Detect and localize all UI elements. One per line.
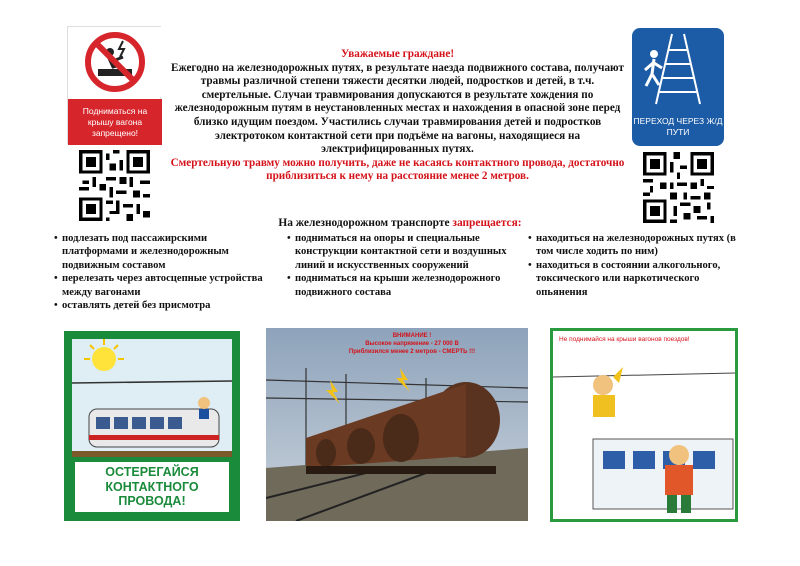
contact-wire-poster	[64, 331, 240, 521]
qr-code-left[interactable]	[79, 150, 150, 221]
rule-item: • подлезать под пассажирскими платформами и железнодорожным подвижным составом	[54, 232, 264, 272]
rule-item: • подниматься на крыши железнодорожного подвижного состава	[287, 272, 512, 299]
notice-greeting: Уважаемые граждане!	[340, 48, 455, 60]
prohibited-lead: На железнодорожном транспорте	[278, 217, 453, 229]
crossing-label: ПЕРЕХОД ЧЕРЕЗ Ж/Д ПУТИ	[633, 116, 723, 137]
rule-item: • находиться в состоянии алкогольного, токсического или наркотического опьянения	[528, 259, 743, 299]
rules-column-3	[528, 232, 743, 299]
qr-code-right[interactable]	[643, 152, 714, 223]
pedestrian-crossing-icon	[632, 28, 724, 108]
rule-item: • подниматься на опоры и специальные конструкции контактной сети и воздушных линий и искусственных сооружений	[287, 232, 512, 272]
rule-item: • оставлять детей без присмотра	[54, 299, 264, 312]
warning-title: ВНИМАНИЕ !	[392, 333, 432, 339]
roof-climbing-illustration	[553, 347, 735, 519]
rule-item: • находиться на железнодорожных путях (в том числе ходить по ним)	[528, 232, 743, 259]
no-climbing-sign	[67, 26, 161, 144]
poster-caption: ОСТЕРЕГАЙСЯ КОНТАКТНОГО ПРОВОДА!	[105, 465, 199, 508]
notice-warning: Смертельную травму можно получить, даже не касаясь контактного провода, достаточно приблизиться к нему на расстояние менее 2 метров.	[170, 156, 625, 183]
prohibited-heading	[230, 217, 570, 229]
prohibited-emph: запрещается:	[452, 217, 522, 229]
notice-body: Ежегодно на железнодорожных путях, в результате наезда подвижного состава, получают травмы различной степени тяжести десятки людей, подростков и детей, в т.ч. смертельные. Случаи травмирования допускаются в результате хождения по железнодорожным путям в неустановленных местах и нахождения в опасной зоне перед близко идущим поездом. Участились случаи травмирования детей и подростков электротоком контактной сети при подъёме на вагоны, находящиеся на электрифицированных путях.	[171, 61, 624, 156]
warning-voltage: Высокое напряжение - 27 000 В	[365, 341, 459, 347]
rule-item: • перелезать через автосцепные устройства между вагонами	[54, 272, 264, 299]
warning-distance: Приблизился менее 2 метров - СМЕРТЬ !!!	[348, 349, 476, 355]
safety-notice	[170, 48, 625, 184]
rules-column-2	[287, 232, 512, 299]
railway-crossing-sign	[632, 28, 724, 146]
tank-train-photo	[266, 328, 528, 521]
rules-column-1	[54, 232, 264, 312]
no-climbing-pictogram	[68, 27, 162, 97]
poster-right-caption: Не поднимайся на крыши вагонов поездов!	[559, 336, 690, 343]
no-climbing-label: Подниматься на крышу вагона запрещено!	[68, 99, 162, 145]
voltage-warning	[324, 332, 500, 356]
tank-train-image	[266, 328, 528, 521]
roof-climbing-poster	[550, 328, 738, 522]
